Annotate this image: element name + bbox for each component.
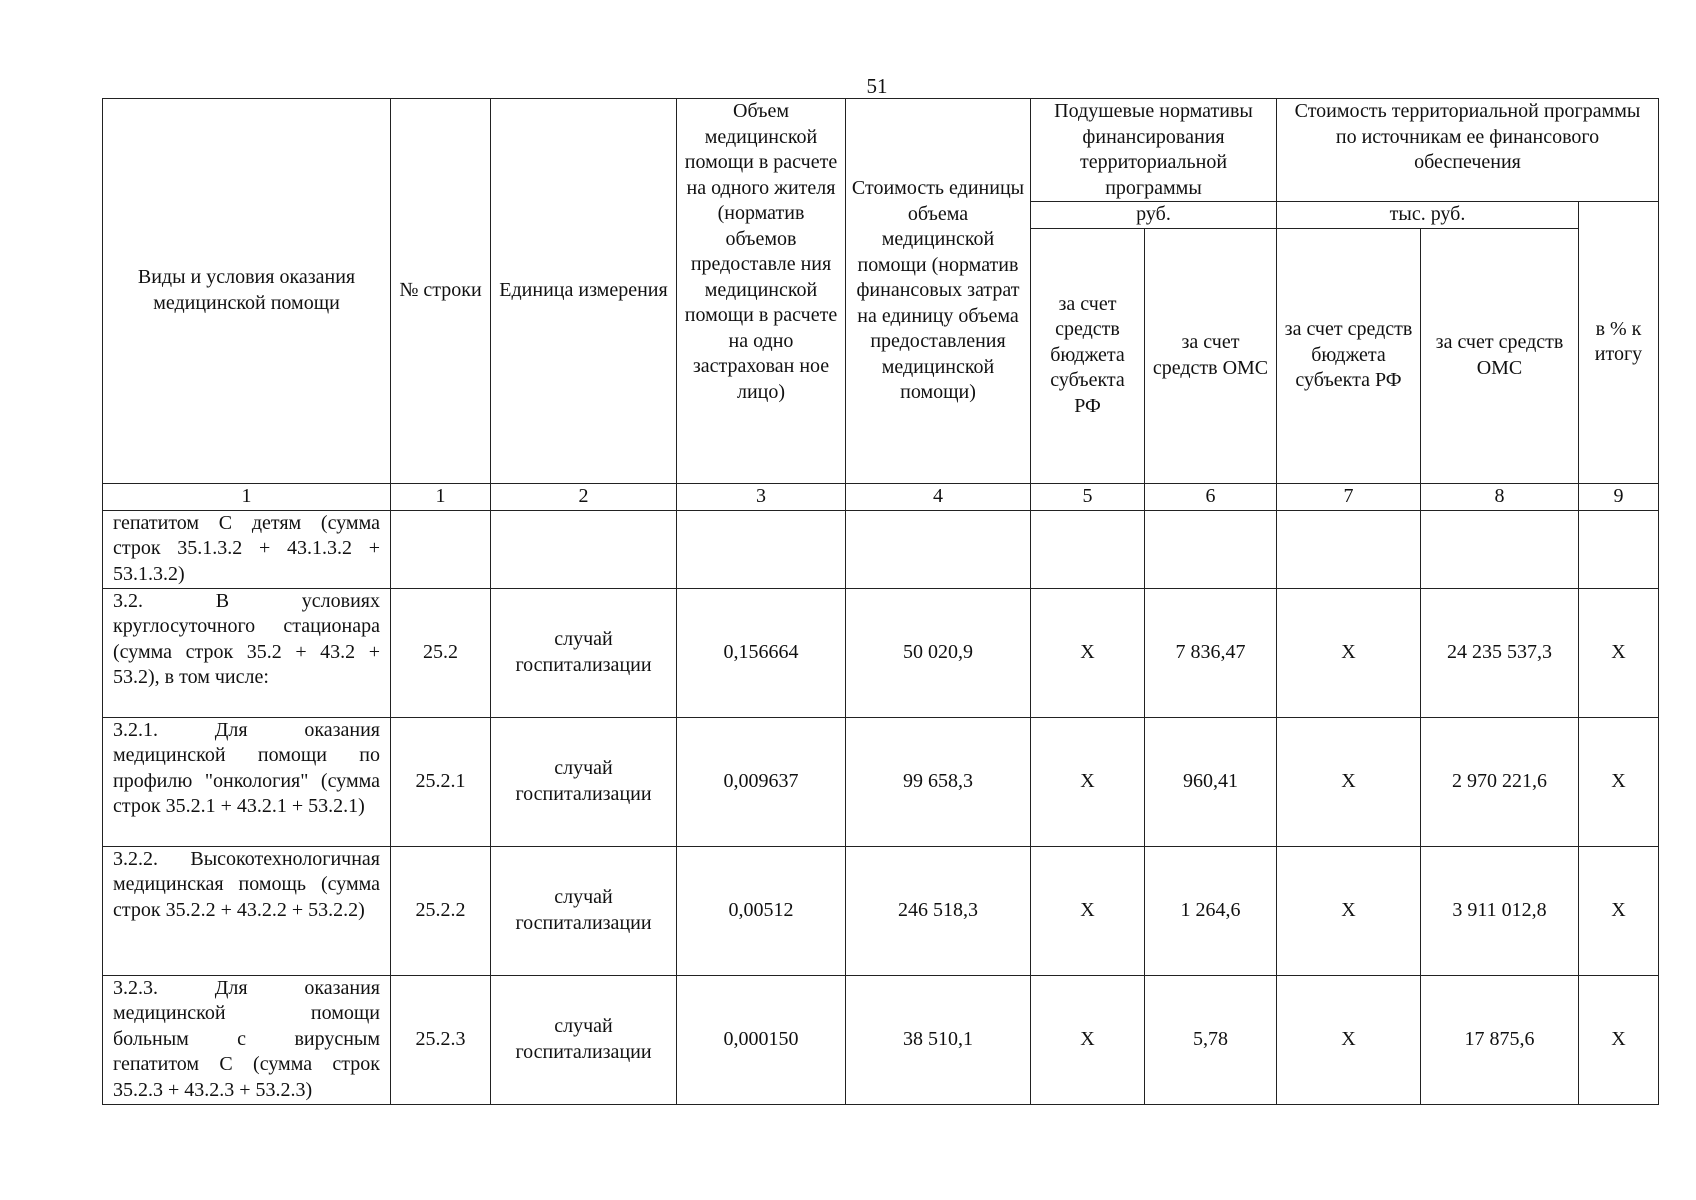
row-description: гепатитом С детям (сумма строк 35.1.3.2 + 43.1.3.2 + 53.1.3.2) [103, 510, 391, 588]
table-row [103, 717, 1659, 846]
row-unit-cost: 50 020,9 [846, 588, 1031, 717]
header-kinds: Виды и условия оказания медицинской помощи [103, 99, 391, 484]
header-oms-per-capita: за счет средств ОМС [1145, 228, 1277, 483]
table-row [103, 846, 1659, 975]
row-oms-per-capita: 960,41 [1145, 717, 1277, 846]
column-number: 9 [1579, 483, 1659, 510]
column-numbers-row [103, 483, 1659, 510]
column-number: 5 [1031, 483, 1145, 510]
program-cost-table [102, 98, 1659, 1105]
row-oms-cost: 2 970 221,6 [1421, 717, 1579, 846]
row-percent-total: X [1579, 588, 1659, 717]
row-volume [677, 510, 846, 588]
row-budget-cost: X [1277, 588, 1421, 717]
row-oms-cost: 24 235 537,3 [1421, 588, 1579, 717]
column-number: 3 [677, 483, 846, 510]
row-oms-per-capita: 7 836,47 [1145, 588, 1277, 717]
column-number: 4 [846, 483, 1031, 510]
row-description: 3.2.3. Для оказания медицинской помощи больным с вирусным гепатитом С (сумма строк 35.2.3 + 43.2.3 + 53.2.3) [103, 975, 391, 1104]
row-volume: 0,00512 [677, 846, 846, 975]
header-rub: руб. [1031, 202, 1277, 229]
row-oms-per-capita: 1 264,6 [1145, 846, 1277, 975]
row-oms-cost: 3 911 012,8 [1421, 846, 1579, 975]
row-volume: 0,000150 [677, 975, 846, 1104]
header-percent-total: в % к итогу [1579, 202, 1659, 484]
row-percent-total: X [1579, 975, 1659, 1104]
table-row [103, 588, 1659, 717]
column-number: 1 [103, 483, 391, 510]
row-unit: случай госпитализации [491, 846, 677, 975]
row-oms-per-capita: 5,78 [1145, 975, 1277, 1104]
header-unit-cost: Стоимость единицы объема медицинской помощи (норматив финансовых затрат на единицу объема предоставления медицинской помощи) [846, 99, 1031, 484]
row-unit-cost [846, 510, 1031, 588]
table-body [103, 510, 1659, 1104]
header-budget-cost: за счет средств бюджета субъекта РФ [1277, 228, 1421, 483]
row-unit [491, 510, 677, 588]
row-percent-total: X [1579, 846, 1659, 975]
row-description: 3.2.2. Высокотехнологичная медицинская помощь (сумма строк 35.2.2 + 43.2.2 + 53.2.2) [103, 846, 391, 975]
row-oms-per-capita [1145, 510, 1277, 588]
row-budget-per-capita: X [1031, 846, 1145, 975]
header-program-cost-group: Стоимость территориальной программы по источникам ее финансового обеспечения [1277, 99, 1659, 202]
header-unit: Единица измерения [491, 99, 677, 484]
page-number: 51 [866, 74, 888, 98]
row-line-number: 25.2.2 [391, 846, 491, 975]
row-unit: случай госпитализации [491, 975, 677, 1104]
row-line-number: 25.2.1 [391, 717, 491, 846]
column-number: 2 [491, 483, 677, 510]
row-budget-cost: X [1277, 846, 1421, 975]
header-volume: Объем медицинской помощи в расчете на одного жителя (норматив объемов предоставле ния медицинской помощи в расчете на одно застрахован ное лицо) [677, 99, 846, 484]
row-oms-cost [1421, 510, 1579, 588]
row-budget-per-capita [1031, 510, 1145, 588]
column-number: 6 [1145, 483, 1277, 510]
row-budget-per-capita: X [1031, 717, 1145, 846]
row-budget-per-capita: X [1031, 588, 1145, 717]
header-thousand-rub: тыс. руб. [1277, 202, 1579, 229]
header-line-number: № строки [391, 99, 491, 484]
column-number: 1 [391, 483, 491, 510]
header-budget-per-capita: за счет средств бюджета субъекта РФ [1031, 228, 1145, 483]
header-per-capita-group: Подушевые нормативы финансирования территориальной программы [1031, 99, 1277, 202]
column-number: 7 [1277, 483, 1421, 510]
row-unit-cost: 99 658,3 [846, 717, 1031, 846]
row-budget-cost: X [1277, 717, 1421, 846]
table-row [103, 975, 1659, 1104]
row-unit: случай госпитализации [491, 588, 677, 717]
row-budget-cost [1277, 510, 1421, 588]
row-description: 3.2. В условиях круглосуточного стационара (сумма строк 35.2 + 43.2 + 53.2), в том числе: [103, 588, 391, 717]
table-row [103, 510, 1659, 588]
row-volume: 0,156664 [677, 588, 846, 717]
row-description: 3.2.1. Для оказания медицинской помощи по профилю "онкология" (сумма строк 35.2.1 + 43.2.1 + 53.2.1) [103, 717, 391, 846]
row-percent-total [1579, 510, 1659, 588]
row-percent-total: X [1579, 717, 1659, 846]
row-budget-per-capita: X [1031, 975, 1145, 1104]
row-oms-cost: 17 875,6 [1421, 975, 1579, 1104]
row-unit: случай госпитализации [491, 717, 677, 846]
row-line-number: 25.2 [391, 588, 491, 717]
row-line-number [391, 510, 491, 588]
column-number: 8 [1421, 483, 1579, 510]
row-line-number: 25.2.3 [391, 975, 491, 1104]
row-unit-cost: 246 518,3 [846, 846, 1031, 975]
header-oms-cost: за счет средств ОМС [1421, 228, 1579, 483]
table-header [103, 99, 1659, 511]
row-unit-cost: 38 510,1 [846, 975, 1031, 1104]
row-volume: 0,009637 [677, 717, 846, 846]
row-budget-cost: X [1277, 975, 1421, 1104]
